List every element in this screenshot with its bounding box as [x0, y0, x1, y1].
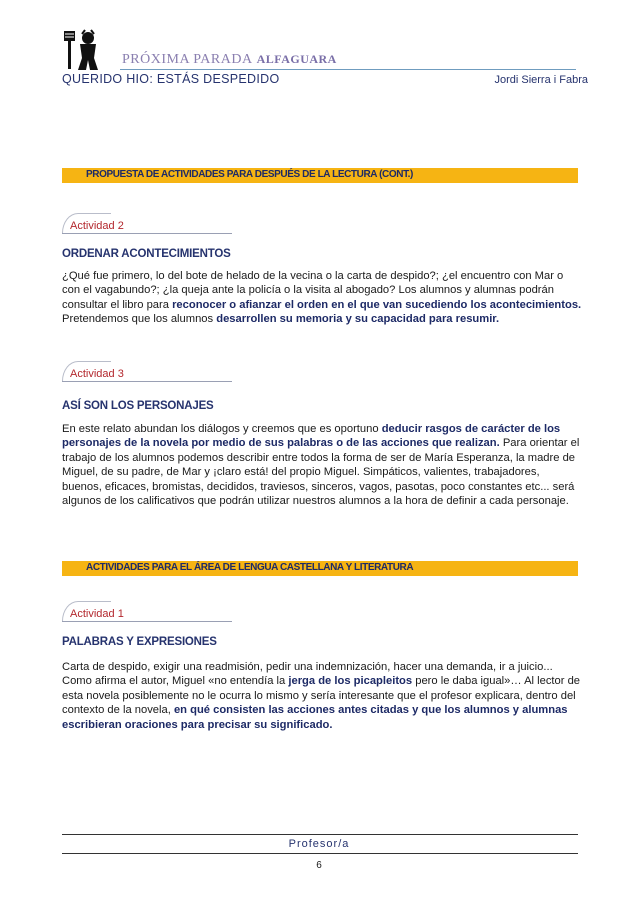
- activity-tab-label: Actividad 1: [70, 608, 124, 620]
- text-run: Pretendemos que los alumnos: [62, 313, 217, 326]
- text-run: ¿Qué fue primero, lo del bote de helado de la vecina o la carta de despido?; ¿el encuentro con Mar o con el vagabundo?; ¿la queja ante la policía o la visita al abogado? Los alumnos y alumnas podrán consultar el libro para: [62, 270, 564, 311]
- bold-run: reconocer o afianzar el orden en el que van sucediendo los acontecimientos.: [172, 298, 582, 311]
- section-banner-language: [62, 561, 578, 576]
- banner-title: PROPUESTA DE ACTIVIDADES PARA DESPUÉS DE LA LECTURA (CONT.): [86, 169, 413, 180]
- activity-tab-3: [62, 362, 232, 382]
- bold-run: en qué consisten las acciones antes citadas y que los alumnos y alumnas escribieran oraciones para precisar su significado.: [62, 704, 568, 731]
- text-run: Carta de despido, exigir una readmisión, pedir una indemnización, hacer una demanda, ir a juicio... Como afirma el autor, Miguel «no entendía la: [62, 661, 553, 688]
- brand-publisher: ALFAGUARA: [256, 52, 337, 66]
- tab-underline: [62, 381, 232, 382]
- footer-label: Profesor/a: [288, 838, 350, 850]
- header-divider: [120, 69, 576, 70]
- activity-tab-label: Actividad 3: [70, 368, 124, 380]
- brand-name: [122, 52, 337, 68]
- activity-paragraph: [62, 269, 582, 327]
- bold-run: desarrollen su memoria y su capacidad para resumir.: [216, 313, 500, 326]
- brand-main: PRÓXIMA PARADA: [122, 52, 253, 67]
- activity-tab-2: [62, 214, 232, 234]
- text-run: pero le daba igual»… Al lector de esta novela posiblemente no le ocurra lo mismo y sería interesante que el profesor explicara, dentro del contexto de la novela,: [62, 675, 581, 717]
- page-number: 6: [316, 860, 322, 871]
- text-run: Para orientar el trabajo de los alumnos podemos describir entre todos la forma de ser de María Esperanza, la madre de Miguel, de su padre, de Mar y ¡claro está! del propio Miguel. Simpáticos, valientes, trabajadores, buenos, eficaces, bromistas, decididos, traviesos, sinceros, vagos, pasotas, poco constantes etc... será algunos de los calificativos que podrán utilizar nuestros alumnos a la hora de definir a cada personaje.: [62, 437, 580, 508]
- banner-title: ACTIVIDADES PARA EL ÁREA DE LENGUA CASTELLANA Y LITERATURA: [86, 562, 414, 573]
- activity-paragraph: [62, 422, 582, 508]
- book-title: QUERIDO HIO: ESTÁS DESPEDIDO: [62, 72, 280, 86]
- footer-divider-top: [62, 834, 578, 835]
- publisher-logo-icon: [62, 28, 102, 72]
- bold-run: jerga de los picapleitos: [288, 675, 413, 688]
- footer-divider-bottom: [62, 853, 578, 854]
- tab-underline: [62, 621, 232, 622]
- author-name: Jordi Sierra i Fabra: [494, 74, 588, 86]
- activity-paragraph: [62, 660, 582, 732]
- activity-heading: ASÍ SON LOS PERSONAJES: [62, 400, 214, 412]
- activity-heading: PALABRAS Y EXPRESIONES: [62, 636, 217, 648]
- activity-tab-label: Actividad 2: [70, 220, 124, 232]
- section-banner-after-reading: [62, 168, 578, 183]
- activity-tab-1: [62, 602, 232, 622]
- bold-run: deducir rasgos de carácter de los personajes de la novela por medio de sus palabras o de las acciones que realizan.: [62, 423, 561, 450]
- activity-heading: ORDENAR ACONTECIMIENTOS: [62, 248, 231, 260]
- tab-underline: [62, 233, 232, 234]
- text-run: En este relato abundan los diálogos y creemos que es oportuno: [62, 423, 382, 435]
